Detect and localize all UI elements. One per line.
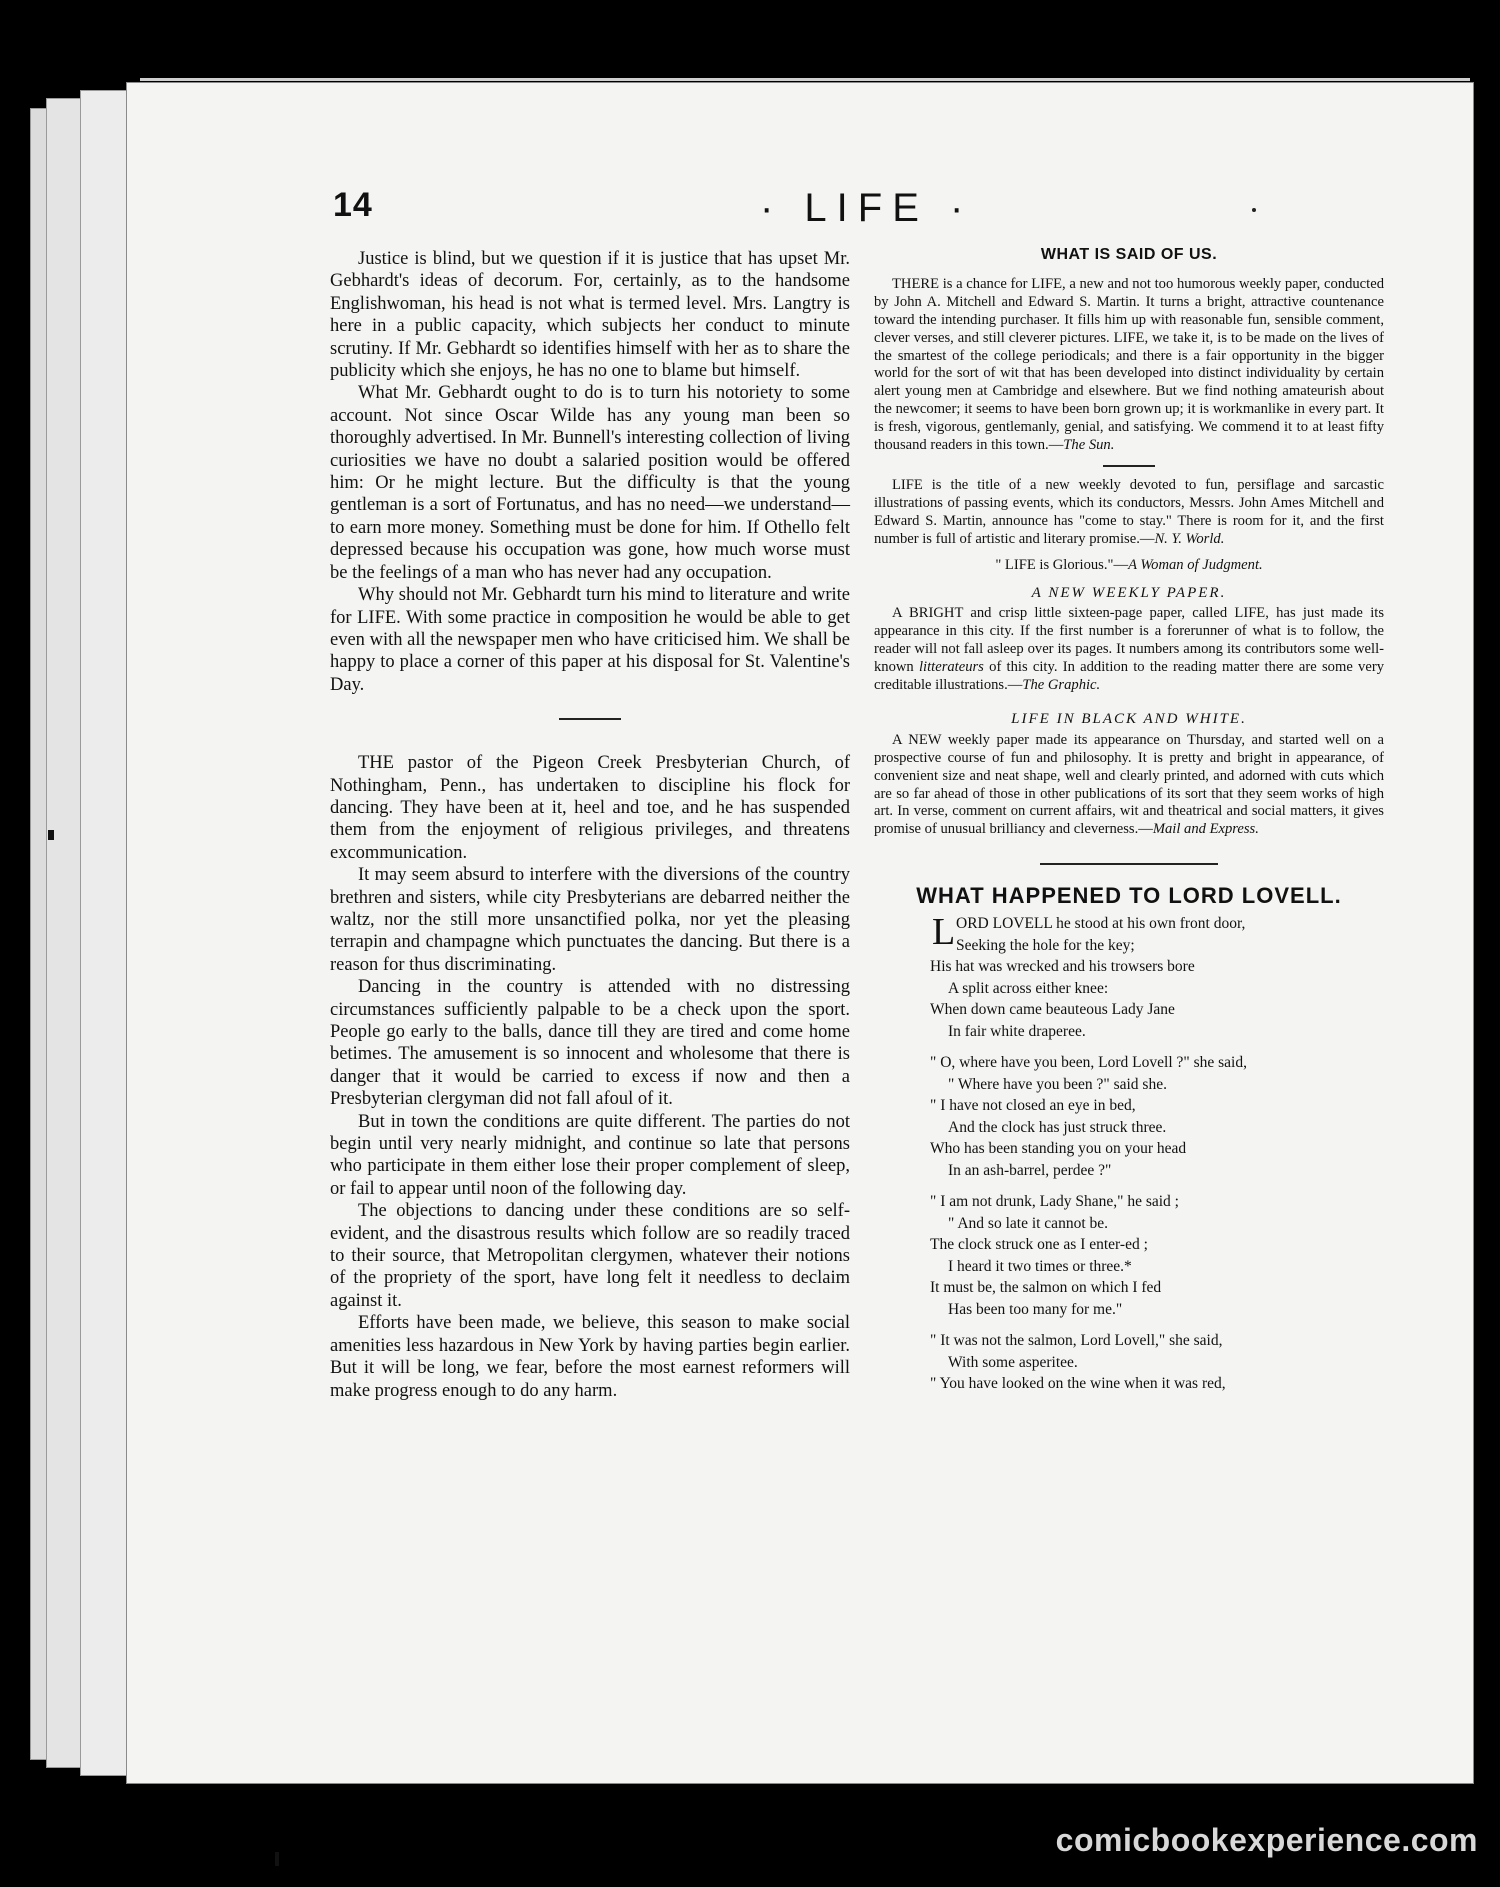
- review-mail-source: Mail and Express.: [1152, 821, 1259, 838]
- review-graphic-text: A BRIGHT and crisp little sixteen-page paper, called LIFE, has just made its appearance in this city. If the first number is a forerunner of what is to follow, the reader will not fall asleep over its pages. It numbers among its contributors some well-known: [874, 605, 1384, 676]
- poem-line: When down came beauteous Lady Jane: [930, 1001, 1175, 1019]
- poem-line: His hat was wrecked and his trowsers bore: [930, 958, 1195, 976]
- poem-line: A split across either knee:: [948, 979, 1109, 997]
- review-glorious-source: A Woman of Judgment.: [1128, 556, 1263, 573]
- review-world-source: N. Y. World.: [1154, 530, 1225, 547]
- subheading-new-weekly-paper: A NEW WEEKLY PAPER.: [1031, 584, 1227, 601]
- page-top-edge: [140, 78, 1470, 81]
- poem-line: " I have not closed an eye in bed,: [930, 1097, 1136, 1115]
- poem-line: " And so late it cannot be.: [948, 1214, 1109, 1232]
- article-dancing-p1: THE pastor of the Pigeon Creek Presbyterian Church, of Nothingham, Penn., has undertaken to discipline his flock for dancing. They have been at it, heel and toe, and he has suspended them from the enjoyment of religious privileges, and threatens excommunication.: [330, 753, 850, 863]
- scan-speck: [48, 830, 54, 840]
- section-divider: [559, 718, 621, 720]
- poem-line: And the clock has just struck three.: [948, 1118, 1167, 1136]
- stanza-break: [930, 1042, 1384, 1052]
- poem-line: I heard it two times or three.*: [948, 1257, 1132, 1275]
- poem-line: " Where have you been ?" said she.: [948, 1075, 1167, 1093]
- poem-lord-lovell: [930, 913, 1384, 1395]
- article-dancing-p6: Efforts have been made, we believe, this season to make social amenities less hazardous in New York by having parties begin earlier. But it will be long, we fear, before the most earnest reformers will make progress enough to do any harm.: [330, 1313, 850, 1401]
- article-gebhardt-p2: What Mr. Gebhardt ought to do is to turn his notoriety to some account. Not since Oscar Wilde has any young man been so thoroughly advertised. In Mr. Bunnell's interesting collection of living curiosities we have no doubt a salaried position would be offered him: Or he might lecture. But the difficulty is that the young gentleman is a sort of Fortunatus, and has no need—we understand—to earn more money. Something must be done for him. If Othello felt depressed because his occupation was gone, how much worse must be the feelings of a man who has never had any occupation.: [330, 383, 850, 583]
- poem-line: The clock struck one as I enter-ed ;: [930, 1236, 1148, 1254]
- poem-line: It must be, the salmon on which I fed: [930, 1279, 1162, 1297]
- review-sun: [874, 276, 1384, 455]
- review-sun-source: The Sun.: [1063, 437, 1115, 454]
- poem-line: ORD LOVELL he stood at his own front door,: [956, 915, 1246, 933]
- review-mail: [874, 732, 1384, 839]
- poem-line: Has been too many for me.": [948, 1300, 1123, 1318]
- stanza-break: [930, 1181, 1384, 1191]
- poem-line: Seeking the hole for the key;: [956, 936, 1135, 954]
- review-graphic-text2: of this city. In addition to the reading matter there are some very creditable illustrations.—: [874, 659, 1384, 694]
- review-graphic-source: The Graphic.: [1022, 677, 1101, 694]
- article-dancing-p3: Dancing in the country is attended with no distressing circumstances sufficiently palpable to be a check upon the sport. People go early to the balls, dance till they are tired and come home betimes. The amusement is so innocent and wholesome that there is danger that it would be carried to excess if now and then a Presbyterian clergyman did not fall afoul of it.: [330, 977, 850, 1110]
- stanza-break: [930, 1320, 1384, 1330]
- page-number: 14: [333, 186, 373, 224]
- article-dancing-p2: It may seem absurd to interfere with the diversions of the country brethren and sisters, while city Presbyterians are debarred neither the waltz, nor the still more unsanctified polka, nor yet the pleasing terrapin and champagne which punctuates the dancing. But there is a reason for thus discriminating.: [330, 865, 850, 975]
- review-glorious: [874, 557, 1384, 575]
- subheading-black-and-white: LIFE IN BLACK AND WHITE.: [1011, 710, 1247, 727]
- review-world-text: LIFE is the title of a new weekly devoted to fun, persiflage and sarcastic illustrations of passing events, which its conductors, Messrs. John Ames Mitchell and Edward S. Martin, announce has "come to stay." There is room for it, and the first number is full of artistic and literary promise.—: [874, 476, 1384, 547]
- poem-line: With some asperitee.: [948, 1353, 1078, 1371]
- poem-line: " I am not drunk, Lady Shane," he said ;: [930, 1193, 1179, 1211]
- poem-title: WHAT HAPPENED TO LORD LOVELL.: [916, 883, 1342, 909]
- right-column: [874, 246, 1384, 1395]
- masthead-ornament: [1252, 208, 1256, 212]
- poem-drop-cap: L: [932, 911, 956, 954]
- left-column: [330, 248, 850, 1402]
- review-sun-text: THERE is a chance for LIFE, a new and not too humorous weekly paper, conducted by John A. Mitchell and Edward S. Martin. It turns a bright, attractive countenance toward the intending purchaser. It fills him up with reasonable fun, sensible comment, clever verses, and still cleverer pictures. LIFE, we take it, is to be made on the lives of the smartest of the college periodicals; and there is a fair opportunity in the bigger world for the sort of wit that has been developed into distinct individuality by certain alert young men at Cambridge and elsewhere. But we find nothing amateurish about the newcomer; it seems to have been born grown up; it is workmanlike in every part. It is fresh, vigorous, gentlemanly, genial, and satisfying. We commend it to at least fifty thousand readers in this town.—: [874, 275, 1384, 454]
- review-graphic-italic: litterateurs: [919, 659, 984, 676]
- review-mail-text: A NEW weekly paper made its appearance on Thursday, and started well on a prospective course of fun and philosophy. It is pretty and bright in appearance, of convenient size and neat shape, well and clearly printed, and adorned with cuts which are so far ahead of those in other publications of its sort that they seem works of high art. In verse, comment on current affairs, wit and theatrical and social matters, it gives promise of unusual brilliancy and cleverness.—: [874, 731, 1384, 838]
- article-gebhardt-p3: Why should not Mr. Gebhardt turn his mind to literature and write for LIFE. With some practice in composition he would be able to get even with all the newspaper men who have criticised him. We shall be happy to place a corner of this paper at his disposal for St. Valentine's Day.: [330, 585, 850, 695]
- article-dancing-p4: But in town the conditions are quite different. The parties do not begin until very nearly midnight, and continue so late that persons who participate in them either lose their proper complement of sleep, or fail to appear until noon of the following day.: [330, 1111, 850, 1199]
- review-world: [874, 477, 1384, 549]
- poem-line: " You have looked on the wine when it was red,: [930, 1375, 1226, 1393]
- masthead-title: · LIFE ·: [760, 186, 974, 230]
- poem-line: In fair white draperee.: [948, 1022, 1086, 1040]
- poem-line: Who has been standing you on your head: [930, 1140, 1187, 1158]
- article-dancing-p5: The objections to dancing under these conditions are so self-evident, and the disastrous results which follow are so readily traced to their source, that Metropolitan clergymen, whatever their notions of the propriety of the sport, have long felt it needless to declaim against it.: [330, 1201, 850, 1311]
- watermark-text: comicbookexperience.com: [1055, 1822, 1478, 1858]
- poem-line: " It was not the salmon, Lord Lovell," she said,: [930, 1332, 1223, 1350]
- scan-speck: [275, 1852, 279, 1866]
- article-gebhardt-p1: Justice is blind, but we question if it is justice that has upset Mr. Gebhardt's ideas of decorum. For, certainly, as to the handsome Englishwoman, his head is not what is termed level. Mrs. Langtry is here in a public capacity, which subjects her conduct to minute scrutiny. If Mr. Gebhardt so identifies himself with her as to share the publicity which she enjoys, he has no one to blame but himself.: [330, 249, 850, 382]
- section-heading-said-of-us: WHAT IS SAID OF US.: [1040, 246, 1218, 263]
- poem-line: In an ash-barrel, perdee ?": [948, 1161, 1112, 1179]
- review-glorious-text: " LIFE is Glorious."—: [995, 556, 1129, 573]
- poem-divider: [1040, 863, 1218, 865]
- review-divider: [1103, 465, 1155, 467]
- poem-line: " O, where have you been, Lord Lovell ?" she said,: [930, 1054, 1247, 1072]
- review-graphic: [874, 605, 1384, 695]
